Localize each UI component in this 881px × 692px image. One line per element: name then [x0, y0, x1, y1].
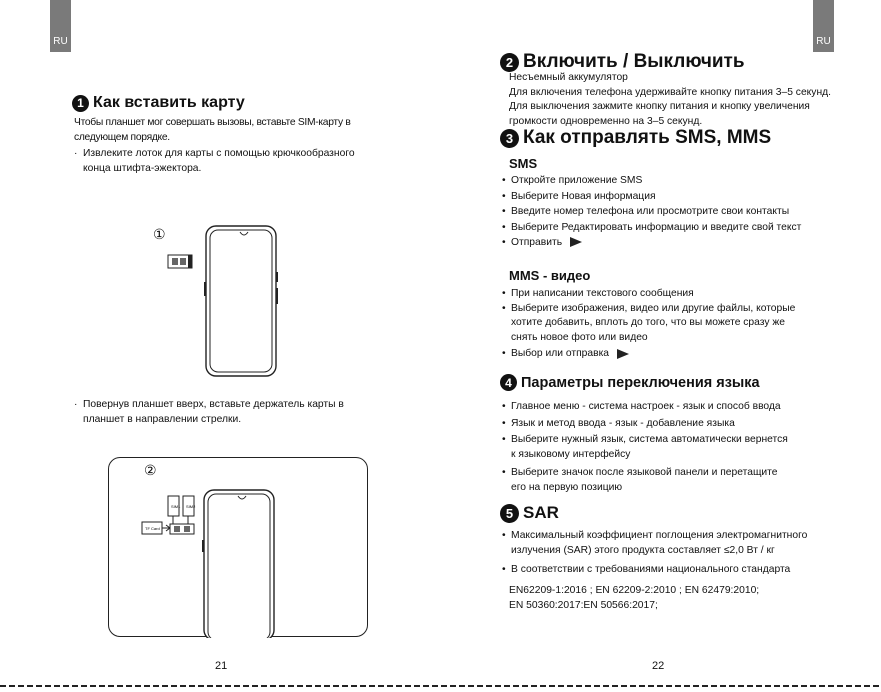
mms-steps: • При написании текстового сообщения • Выберите изображения, видео или другие файлы, которые хотите добавить, вплоть до того, что вы можете сразу же снять новое фото или видео • Выбор или отправка — [502, 288, 796, 360]
phone-illustration-1 — [160, 222, 290, 382]
language-steps: • Главное меню - система настроек - язык и способ ввода • Язык и метод ввода - язык - добавление языка • Выберите нужный язык, система автоматически вернется к языковому интерфейсу • Выберите значок после языковой панели и перетащите его на первую позицию — [502, 400, 788, 496]
section-number-badge: 1 — [72, 95, 89, 112]
text-line: Повернув планшет вверх, вставьте держатель карты в — [83, 399, 344, 410]
heading-text: Включить / Выключить — [523, 51, 745, 72]
section-title-sms-mms — [500, 127, 771, 149]
text-line: к языковому интерфейсу — [511, 448, 631, 460]
text-line: Выбор или отправка — [511, 348, 610, 360]
text-line: хотите добавить, вплоть до того, что вы можете сразу же — [511, 317, 785, 329]
text-line: Откройте приложение SMS — [511, 175, 643, 186]
figure-marker-2: ② — [144, 462, 157, 478]
language-tab-right: RU — [813, 0, 834, 52]
section-number-badge: 2 — [500, 53, 519, 72]
page-number-left: 21 — [215, 660, 228, 672]
sms-subtitle: SMS — [509, 156, 538, 171]
section-title-insert-card — [72, 94, 245, 112]
section-title-language — [500, 374, 760, 391]
text-line: снять новое фото или видео — [511, 331, 648, 343]
text-line: громкости одновременно на 3–5 секунд. — [509, 115, 703, 127]
text-line: Максимальный коэффициент поглощения электромагнитного — [511, 530, 808, 541]
text-line: Извлеките лоток для карты с помощью крючкообразного — [83, 148, 355, 159]
bullet-insert-holder: · Повернув планшет вверх, вставьте держатель карты в планшет в направлении стрелки. — [74, 398, 344, 427]
sar-info: • Максимальный коэффициент поглощения электромагнитного излучения (SAR) этого продукта составляет ≤2,0 Вт / кг • В соответствии с требованиями национального стандарта — [502, 530, 808, 576]
text-line: Чтобы планшет мог совершать вызовы, вставьте SIM-карту в — [74, 117, 351, 128]
sim1-label: SIM1 — [171, 504, 181, 509]
phone-outline — [202, 490, 274, 638]
text-line: следующем порядке. — [74, 131, 170, 143]
section-number-badge: 3 — [500, 129, 519, 148]
section-title-sar — [500, 503, 559, 523]
text-line: Выберите нужный язык, система автоматически вернется — [511, 434, 788, 446]
section-number-badge: 4 — [500, 374, 517, 391]
phone-outline — [204, 226, 278, 376]
language-tab-left: RU — [50, 0, 71, 52]
sim2-label: SIM2 — [186, 504, 196, 509]
heading-text: Как отправлять SMS, MMS — [523, 127, 772, 148]
sar-standards — [509, 584, 759, 613]
tf-card-label: TF Card — [145, 526, 160, 531]
heading-text: SAR — [523, 503, 559, 522]
text-line: излучения (SAR) этого продукта составляет ≤2,0 Вт / кг — [511, 544, 775, 556]
text-line: конца штифта-эжектора. — [83, 162, 202, 174]
text-line: Выберите значок после языковой панели и перетащите — [511, 467, 778, 479]
card-tray-inserting — [170, 524, 194, 534]
section-number-badge: 5 — [500, 504, 519, 523]
intro-paragraph — [74, 116, 351, 145]
page-number-right: 22 — [652, 660, 665, 672]
text-line: Для включения телефона удерживайте кнопку питания 3–5 секунд. — [509, 86, 831, 98]
send-arrow-icon — [617, 349, 629, 359]
figure-marker-1: ① — [153, 226, 166, 242]
heading-text: Как вставить карту — [93, 94, 245, 111]
text-line: его на первую позицию — [511, 481, 623, 493]
page-bottom-border — [0, 685, 881, 687]
text-line: EN62209-1:2016 ; EN 62209-2:2010 ; EN 62479:2010; — [509, 585, 760, 596]
card-tray-icon — [168, 255, 192, 268]
text-line: планшет в направлении стрелки. — [83, 413, 242, 425]
text-line: EN 50360:2017:EN 50566:2017; — [509, 599, 658, 611]
text-line: При написании текстового сообщения — [511, 288, 694, 299]
mms-subtitle: MMS - видео — [509, 268, 591, 283]
text-line: Отправить — [511, 237, 563, 248]
text-line: В соответствии с требованиями национального стандарта — [511, 564, 791, 576]
bullet-remove-tray: · Извлеките лоток для карты с помощью крючкообразного конца штифта-эжектора. — [74, 147, 355, 176]
text-line: Выберите Новая информация — [511, 190, 656, 202]
text-line: Для выключения зажмите кнопку питания и кнопку увеличения — [509, 101, 810, 113]
section-title-power — [500, 51, 745, 73]
text-line: Введите номер телефона или просмотрите свои контакты — [511, 206, 790, 217]
phone-illustration-2 — [140, 488, 290, 638]
text-line: Язык и метод ввода - язык - добавление языка — [511, 417, 735, 429]
text-line: Главное меню - система настроек - язык и способ ввода — [511, 401, 781, 412]
text-line: Выберите изображения, видео или другие файлы, которые — [511, 302, 796, 314]
send-arrow-icon — [570, 237, 582, 247]
power-paragraph — [509, 71, 831, 129]
heading-text: Параметры переключения языка — [521, 374, 760, 391]
text-line: Несъемный аккумулятор — [509, 72, 628, 83]
text-line: Выберите Редактировать информацию и введите свой текст — [511, 221, 802, 233]
sms-steps: • Откройте приложение SMS • Выберите Новая информация • Введите номер телефона или просмотрите свои контакты • Выберите Редактировать информацию и введите свой текст • Отправить — [502, 175, 802, 248]
